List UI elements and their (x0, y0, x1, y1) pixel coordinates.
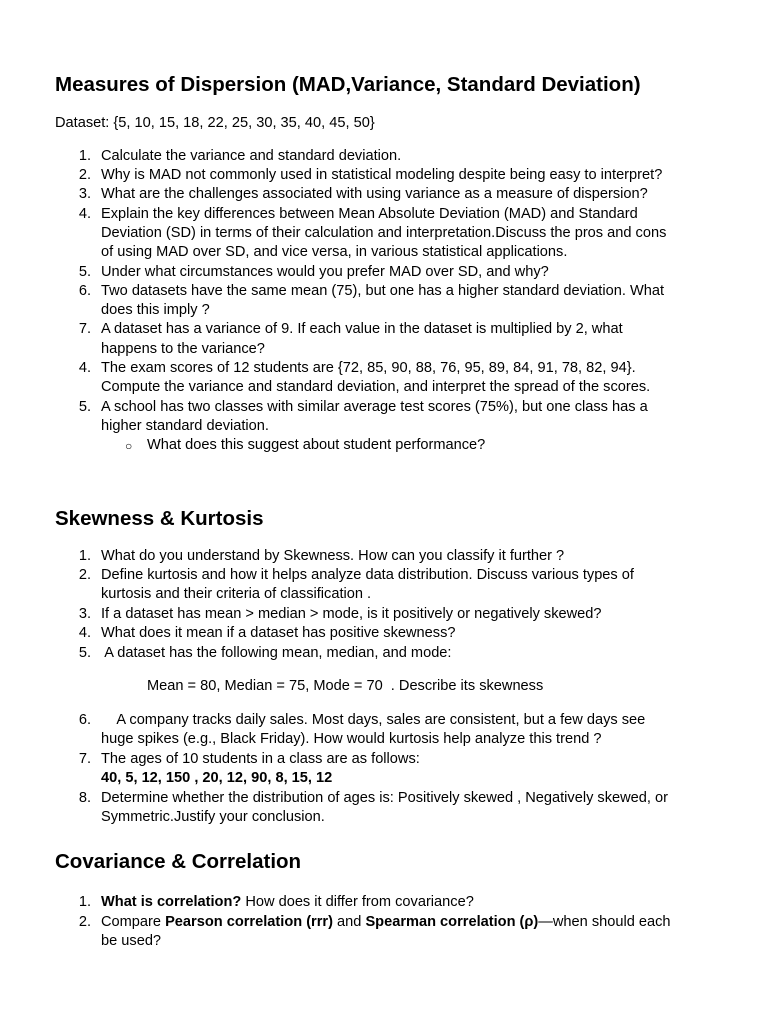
list-item-continuation: kurtosis and their criteria of classification . (101, 586, 372, 602)
list-item-continuation: Deviation (SD) in terms of their calculation and interpretation.Discuss the pros and cons (101, 225, 667, 241)
list-item: Calculate the variance and standard deviation. (101, 148, 402, 164)
covariance-heading: Covariance & Correlation (55, 850, 302, 873)
list-item-continuation: does this imply ? (101, 302, 210, 318)
list-item: If a dataset has mean > median > mode, is it positively or negatively skewed? (101, 606, 602, 622)
list-item: Define kurtosis and how it helps analyze data distribution. Discuss various types of (101, 567, 634, 583)
list-item: A company tracks daily sales. Most days, sales are consistent, but a few days see (101, 712, 646, 728)
dispersion-heading: Measures of Dispersion (MAD,Variance, Standard Deviation) (55, 73, 641, 96)
list-number: 4. (78, 625, 91, 641)
list-number: 8. (78, 790, 91, 806)
bold-term: Spearman correlation (ρ) (365, 914, 539, 930)
skewness-heading: Skewness & Kurtosis (55, 507, 264, 530)
hollow-bullet-icon: ○ (125, 439, 133, 453)
list-item: A dataset has the following mean, median, and mode: (101, 645, 452, 661)
list-item: Why is MAD not commonly used in statistical modeling despite being easy to interpret? (101, 167, 663, 183)
item-text: —when should each (538, 914, 671, 930)
list-number: 7. (78, 321, 91, 337)
list-item: A dataset has a variance of 9. If each value in the dataset is multiplied by 2, what (101, 321, 623, 337)
list-number: 1. (78, 894, 91, 910)
item-text: Compare (101, 914, 166, 930)
list-number: 4. (78, 360, 91, 376)
item-text: How does it differ from covariance? (241, 894, 474, 910)
list-item: The exam scores of 12 students are {72, 85, 90, 88, 76, 95, 89, 84, 91, 78, 82, 94}. (101, 360, 636, 376)
list-item: The ages of 10 students in a class are as follows: (101, 751, 420, 767)
item-text: and (332, 914, 366, 930)
bold-term: Pearson correlation (rrr) (165, 914, 333, 930)
indented-statement: Mean = 80, Median = 75, Mode = 70 . Describe its skewness (147, 678, 544, 694)
list-number: 4. (78, 206, 91, 222)
list-item-continuation: of using MAD over SD, and vice versa, in various statistical applications. (101, 244, 568, 260)
list-number: 6. (78, 283, 91, 299)
list-number: 6. (78, 712, 91, 728)
list-item-continuation: Symmetric.Justify your conclusion. (101, 809, 325, 825)
list-number: 7. (78, 751, 91, 767)
list-number: 1. (78, 548, 91, 564)
list-item: What do you understand by Skewness. How can you classify it further ? (101, 548, 565, 564)
list-item: What does it mean if a dataset has positive skewness? (101, 625, 456, 641)
list-number: 5. (78, 264, 91, 280)
list-item: Determine whether the distribution of ages is: Positively skewed , Negatively skewed, or (101, 790, 668, 806)
list-item: Explain the key differences between Mean Absolute Deviation (MAD) and Standard (101, 206, 638, 222)
list-item-continuation: be used? (101, 933, 162, 949)
dataset-line: Dataset: {5, 10, 15, 18, 22, 25, 30, 35, 40, 45, 50} (55, 115, 375, 131)
list-item-continuation: huge spikes (e.g., Black Friday). How would kurtosis help analyze this trend ? (101, 731, 602, 747)
list-item: A school has two classes with similar average test scores (75%), but one class has a (101, 399, 648, 415)
list-item (101, 914, 671, 930)
ages-values: 40, 5, 12, 150 , 20, 12, 90, 8, 15, 12 (101, 770, 333, 786)
list-number: 5. (78, 645, 91, 661)
list-item: What are the challenges associated with using variance as a measure of dispersion? (101, 186, 648, 202)
sub-list-item: What does this suggest about student performance? (147, 437, 486, 453)
list-item (101, 894, 474, 910)
list-number: 2. (78, 914, 91, 930)
bold-term: What is correlation? (101, 894, 242, 910)
list-item-continuation: happens to the variance? (101, 341, 265, 357)
list-number: 3. (78, 186, 91, 202)
list-item: Two datasets have the same mean (75), but one has a higher standard deviation. What (101, 283, 665, 299)
list-number: 2. (78, 167, 91, 183)
list-number: 1. (78, 148, 91, 164)
list-number: 5. (78, 399, 91, 415)
list-number: 2. (78, 567, 91, 583)
list-item: Under what circumstances would you prefer MAD over SD, and why? (101, 264, 549, 280)
list-number: 3. (78, 606, 91, 622)
list-item-continuation: Compute the variance and standard deviation, and interpret the spread of the scores. (101, 379, 651, 395)
list-item-continuation: higher standard deviation. (101, 418, 269, 434)
